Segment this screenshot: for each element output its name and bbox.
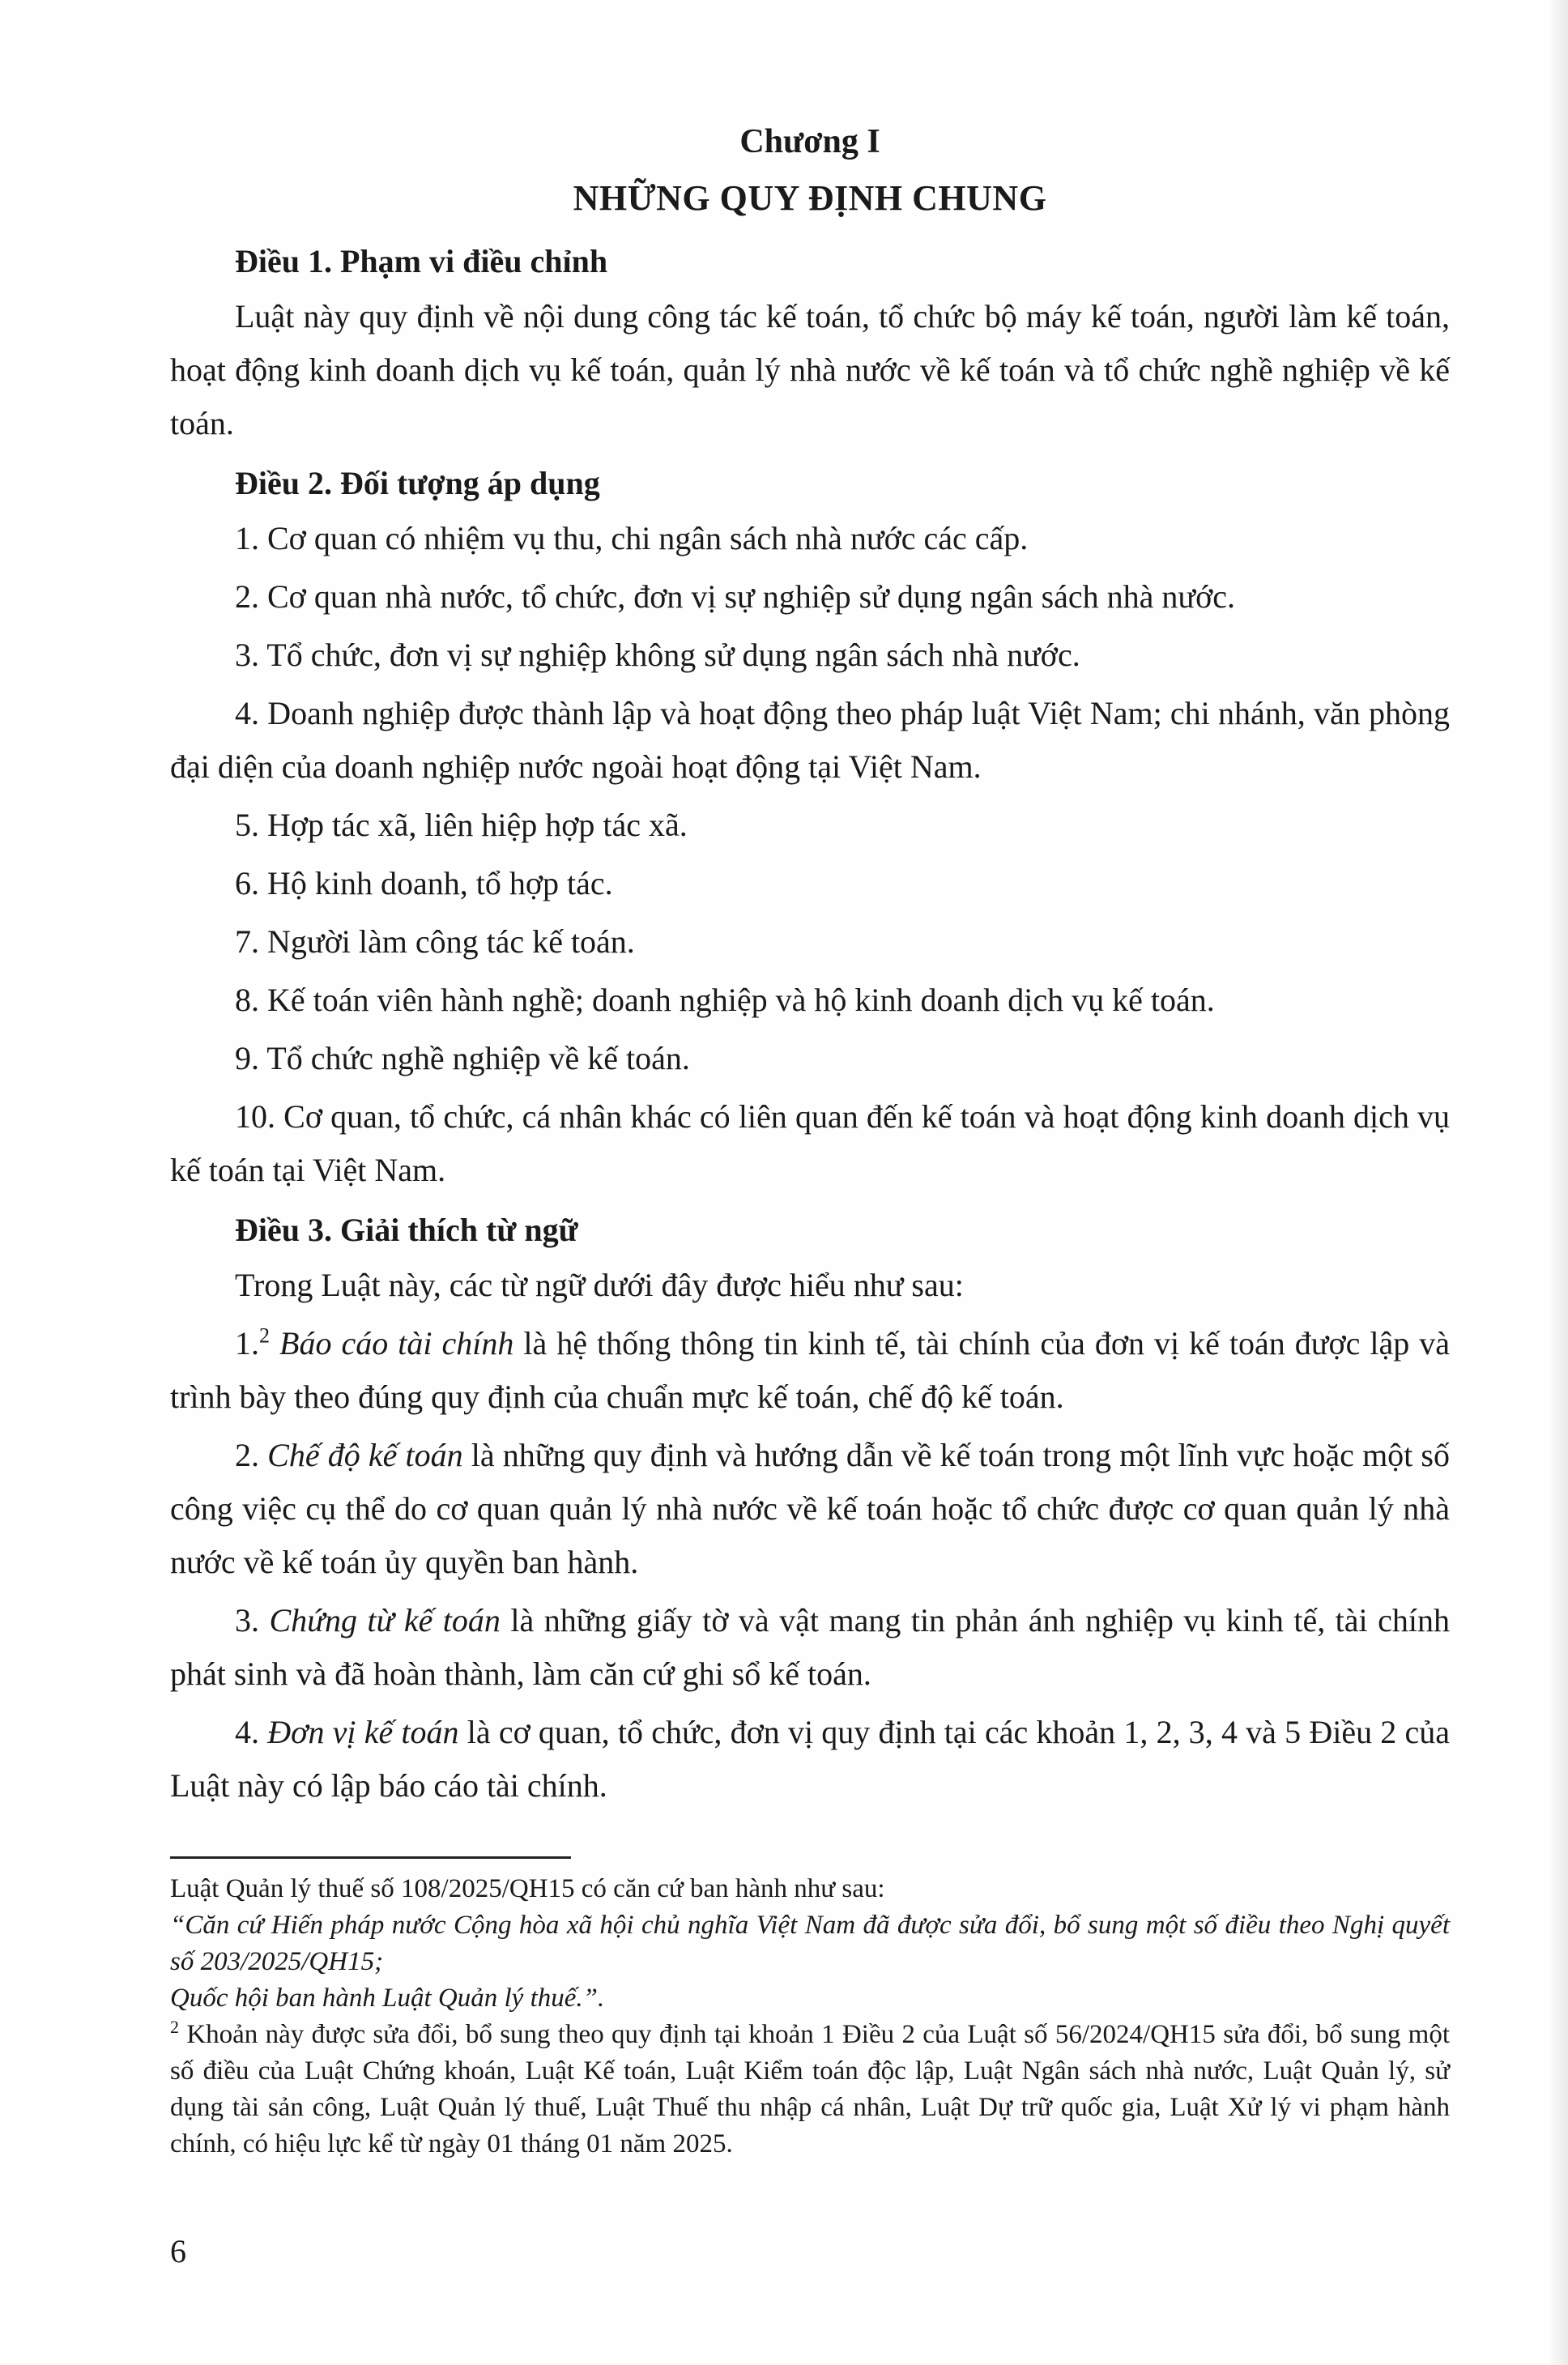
definition-text: là những giấy tờ và vật mang tin phản ánh nghiệp vụ kinh tế, tài chính phát sinh và đã hoàn thành, làm căn cứ ghi sổ kế toán. bbox=[170, 1602, 1450, 1692]
article-2-item-3: 3. Tổ chức, đơn vị sự nghiệp không sử dụng ngân sách nhà nước. bbox=[235, 637, 1080, 673]
article-2-item-10: 10. Cơ quan, tổ chức, cá nhân khác có liên quan đến kế toán và hoạt động kinh doanh dịch vụ kế toán tại Việt Nam. bbox=[170, 1098, 1450, 1188]
chapter-number: Chương I bbox=[739, 123, 880, 160]
definition-text: là cơ quan, tổ chức, đơn vị quy định tại các khoản 1, 2, 3, 4 và 5 Điều 2 của Luật này có lập báo cáo tài chính. bbox=[170, 1714, 1451, 1804]
footnote-divider bbox=[170, 1856, 571, 1859]
article-2-item-5: 5. Hợp tác xã, liên hiệp hợp tác xã. bbox=[235, 807, 688, 843]
article-2-item-7: 7. Người làm công tác kế toán. bbox=[235, 923, 635, 960]
item-number: 2. bbox=[235, 1437, 259, 1473]
article-2-item-2: 2. Cơ quan nhà nước, tổ chức, đơn vị sự nghiệp sử dụng ngân sách nhà nước. bbox=[235, 578, 1236, 615]
main-content bbox=[170, 113, 1450, 1817]
article-3-item-2 bbox=[170, 1429, 1450, 1589]
footnote-2 bbox=[170, 2017, 1450, 2163]
footnote-2-mark: 2 bbox=[170, 2017, 179, 2037]
definition-text: là hệ thống thông tin kinh tế, tài chính của đơn vị kế toán được lập và trình bày theo đúng quy định của chuẩn mực kế toán, chế độ kế toán. bbox=[170, 1325, 1450, 1415]
article-2-item-1: 1. Cơ quan có nhiệm vụ thu, chi ngân sách nhà nước các cấp. bbox=[235, 520, 1029, 556]
item-number: 4. bbox=[235, 1714, 259, 1750]
chapter-title: NHỮNG QUY ĐỊNH CHUNG bbox=[573, 178, 1047, 218]
article-3-intro: Trong Luật này, các từ ngữ dưới đây được hiểu như sau: bbox=[235, 1267, 964, 1303]
article-2-heading: Điều 2. Đối tượng áp dụng bbox=[235, 465, 600, 501]
article-2-item-4: 4. Doanh nghiệp được thành lập và hoạt động theo pháp luật Việt Nam; chi nhánh, văn phòng đại diện của doanh nghiệp nước ngoài hoạt động tại Việt Nam. bbox=[170, 695, 1450, 785]
article-3-item-1 bbox=[170, 1317, 1450, 1424]
footnote-1-quote-line-1: “Căn cứ Hiến pháp nước Cộng hòa xã hội chủ nghĩa Việt Nam đã được sửa đổi, bổ sung một số điều theo Nghị quyết số 203/2025/QH15; bbox=[170, 1911, 1450, 1976]
item-number: 3. bbox=[235, 1602, 259, 1638]
footnote-1-intro: Luật Quản lý thuế số 108/2025/QH15 có căn cứ ban hành như sau: bbox=[170, 1874, 885, 1903]
defined-term: Chế độ kế toán bbox=[267, 1437, 463, 1473]
defined-term: Đơn vị kế toán bbox=[267, 1714, 459, 1750]
article-3-item-4 bbox=[170, 1706, 1450, 1813]
article-2-item-6: 6. Hộ kinh doanh, tổ hợp tác. bbox=[235, 865, 613, 901]
article-1-heading: Điều 1. Phạm vi điều chỉnh bbox=[235, 243, 608, 279]
defined-term: Chứng từ kế toán bbox=[269, 1602, 501, 1638]
definition-text: là những quy định và hướng dẫn về kế toán trong một lĩnh vực hoặc một số công việc cụ thể do cơ quan quản lý nhà nước về kế toán hoặc tổ chức được cơ quan quản lý nhà nước về kế toán ủy quyền ban hành. bbox=[170, 1437, 1450, 1580]
article-2-item-9: 9. Tổ chức nghề nghiệp về kế toán. bbox=[235, 1040, 690, 1076]
footnote-2-text: Khoản này được sửa đổi, bổ sung theo quy định tại khoản 1 Điều 2 của Luật số 56/2024/QH15 sửa đổi, bổ sung một số điều của Luật Chứng khoán, Luật Kế toán, Luật Kiểm toán độc lập, Luật Ngân sách nhà nước, Luật Quản lý, sử dụng tài sản công, Luật Quản lý thuế, Luật Thuế thu nhập cá nhân, Luật Dự trữ quốc gia, Luật Xử lý vi phạm hành chính, có hiệu lực kể từ ngày 01 tháng 01 năm 2025. bbox=[170, 2020, 1450, 2158]
article-1-text: Luật này quy định về nội dung công tác kế toán, tổ chức bộ máy kế toán, người làm kế toán, hoạt động kinh doanh dịch vụ kế toán, quản lý nhà nước về kế toán và tổ chức nghề nghiệp về kế toán. bbox=[170, 298, 1450, 441]
footnote-reference[interactable]: 2 bbox=[259, 1323, 270, 1348]
article-3-item-3 bbox=[170, 1594, 1450, 1701]
page-number: 6 bbox=[170, 2233, 186, 2269]
item-number: 1. bbox=[235, 1325, 259, 1361]
footnotes bbox=[170, 1871, 1450, 2163]
footnote-1-quote-line-2: Quốc hội ban hành Luật Quản lý thuế.”. bbox=[170, 1984, 605, 2013]
defined-term: Báo cáo tài chính bbox=[279, 1325, 514, 1361]
article-2-item-8: 8. Kế toán viên hành nghề; doanh nghiệp và hộ kinh doanh dịch vụ kế toán. bbox=[235, 982, 1215, 1018]
page-edge-shadow bbox=[1547, 0, 1568, 2365]
article-3-heading: Điều 3. Giải thích từ ngữ bbox=[235, 1212, 578, 1248]
